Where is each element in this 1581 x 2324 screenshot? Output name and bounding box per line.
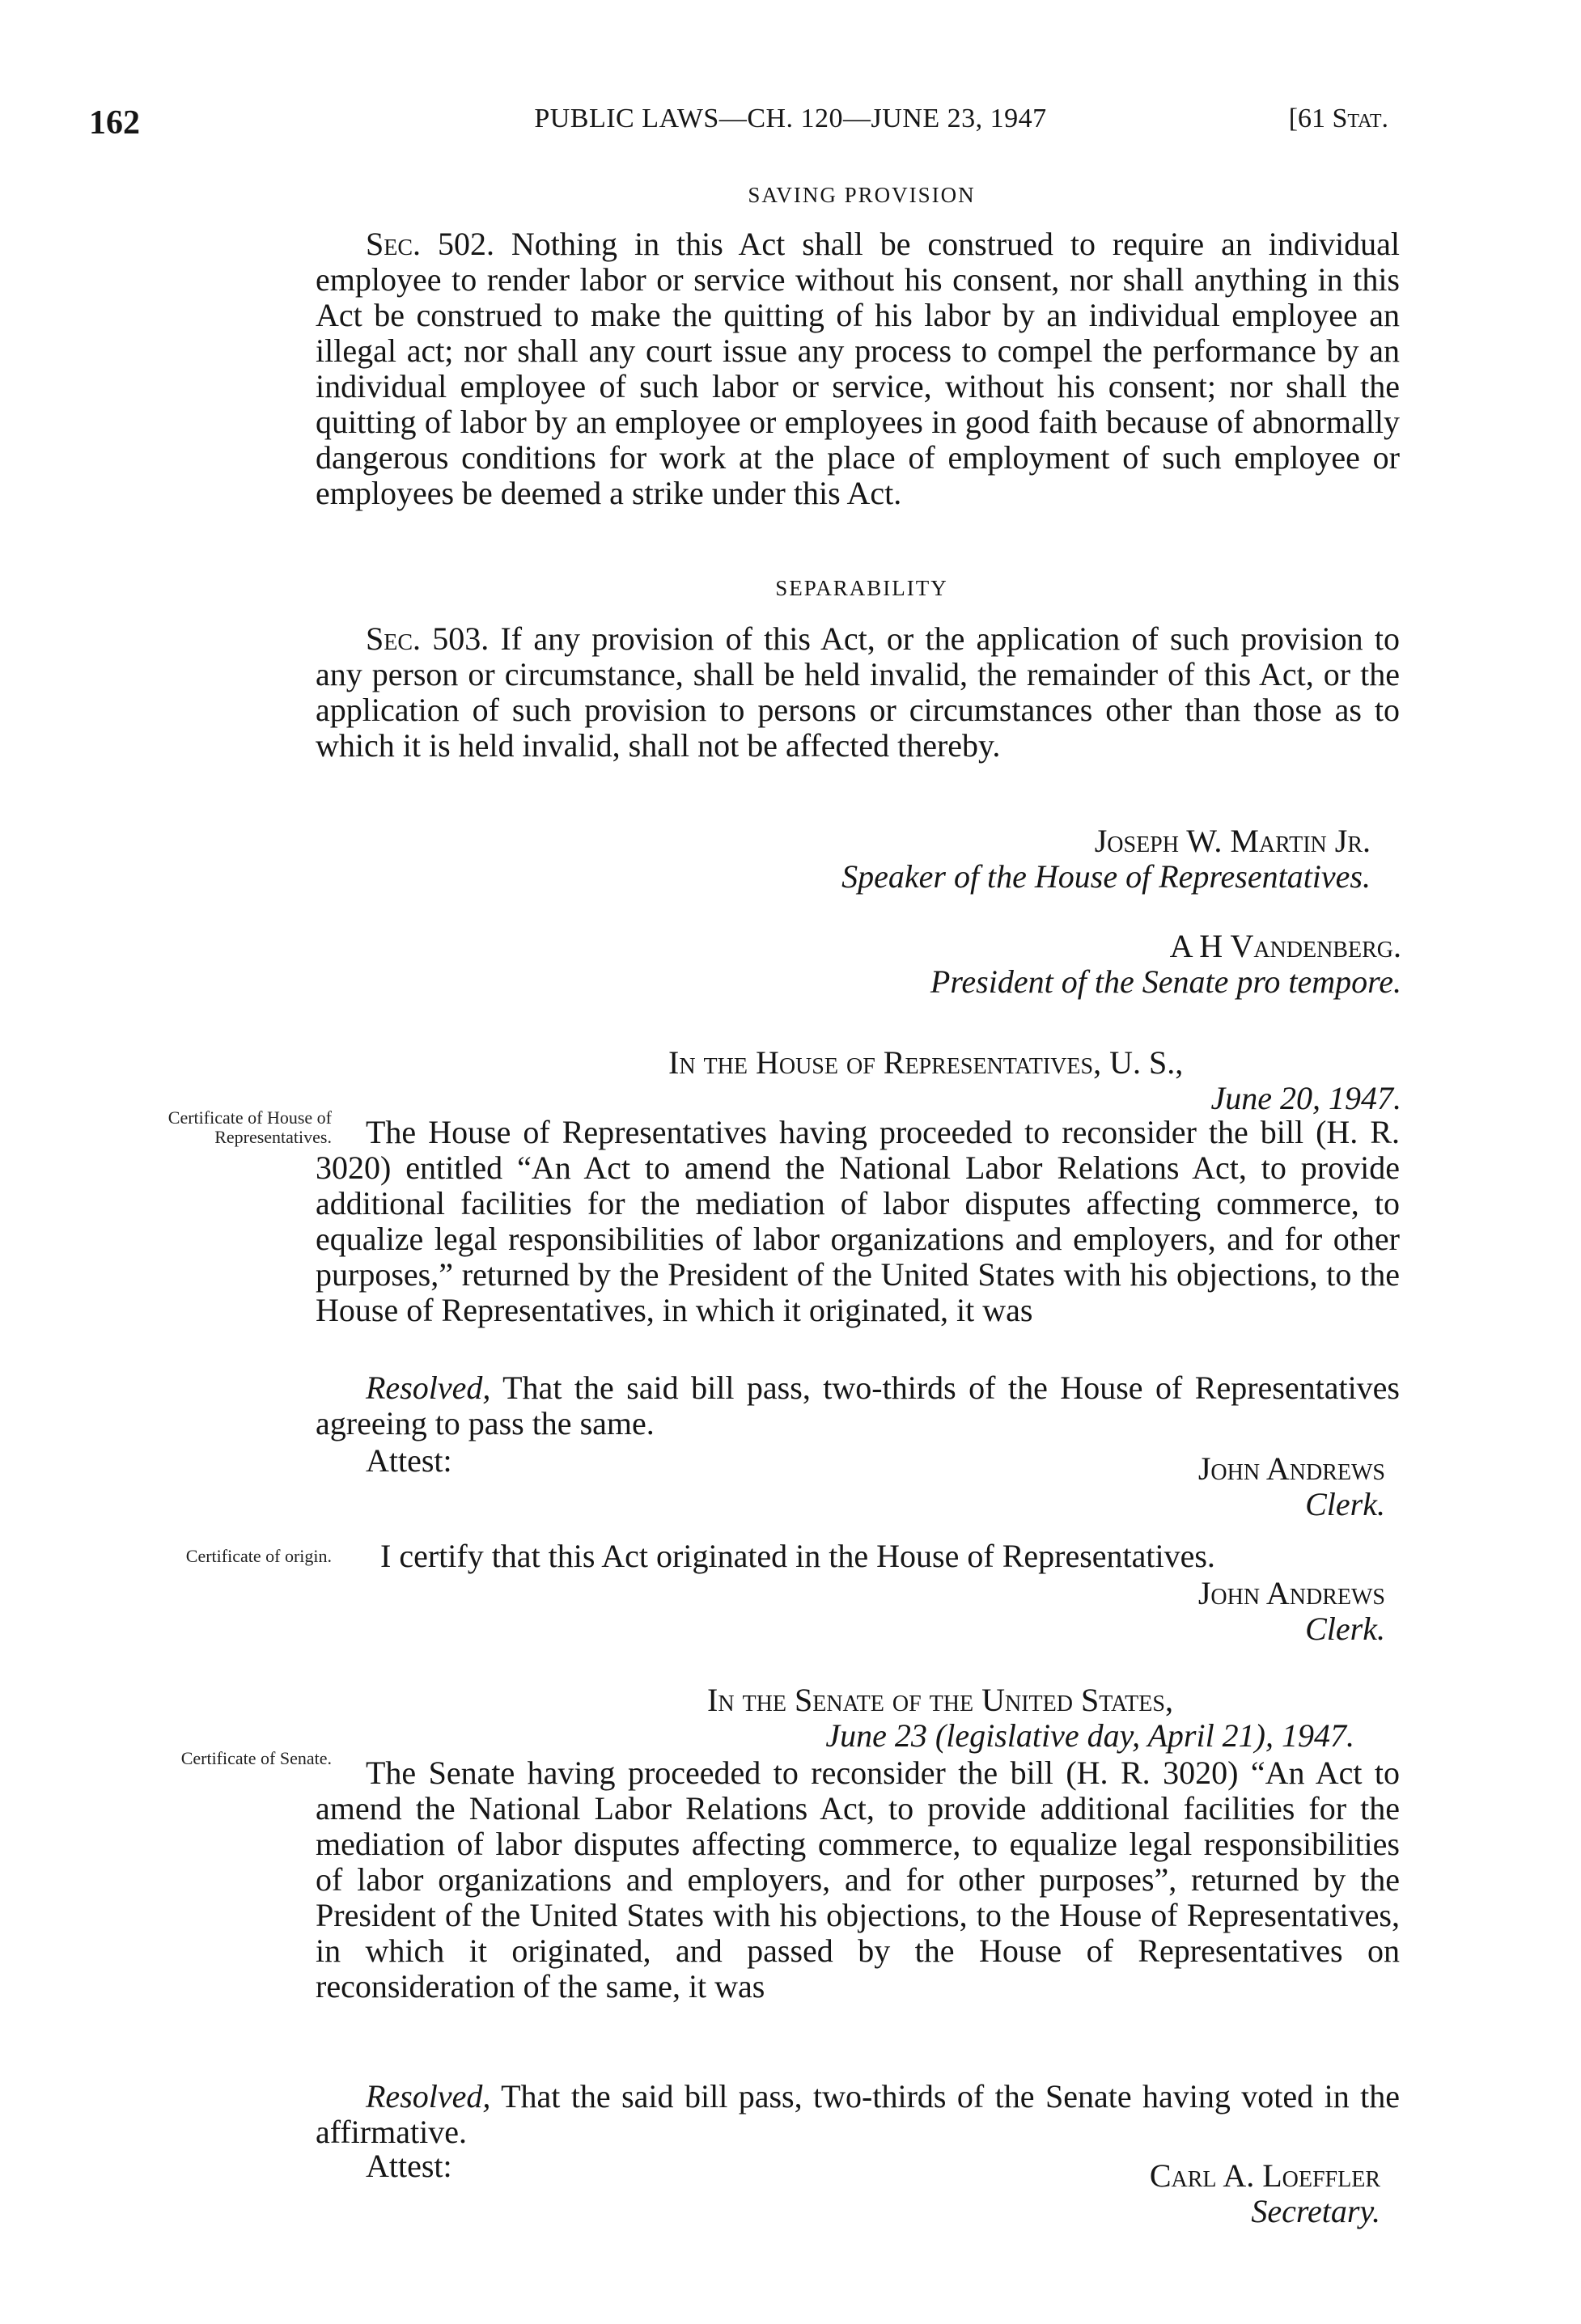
house-certificate-date bbox=[1210, 1081, 1401, 1116]
section-503-paragraph bbox=[316, 621, 1400, 764]
president-pro-tem-signature-block bbox=[930, 929, 1401, 1000]
speaker-signature-block bbox=[841, 823, 1371, 895]
margin-note-certificate-of-origin: Certificate of origin. bbox=[185, 1546, 332, 1566]
page-number: 162 bbox=[89, 104, 140, 142]
senate-resolved-word: Resolved, bbox=[366, 2078, 491, 2114]
senate-secretary-title: Secretary. bbox=[1251, 2193, 1380, 2229]
origin-clerk-signature-block bbox=[1198, 1576, 1385, 1647]
margin-note-house-certificate: Certificate of House of Representatives. bbox=[167, 1107, 332, 1147]
section-503-text: If any provision of this Act, or the application of such provision to any person or circumstance, shall be held invalid, the remainder of this Act, or the application of such provision to persons or circumstances other than those as to which it is held invalid, shall not be affected thereby. bbox=[316, 620, 1401, 764]
section-heading-separability: SEPARABILITY bbox=[775, 576, 948, 600]
senate-certificate-date bbox=[825, 1718, 1354, 1754]
house-clerk-title: Clerk. bbox=[1305, 1486, 1385, 1522]
president-pro-tem-name: A H Vandenberg. bbox=[1169, 928, 1401, 964]
house-resolved-paragraph bbox=[316, 1370, 1400, 1441]
senate-resolved-paragraph bbox=[316, 2079, 1400, 2150]
house-clerk-name: John Andrews bbox=[1197, 1450, 1385, 1487]
margin-note-senate-certificate: Certificate of Senate. bbox=[180, 1748, 332, 1768]
house-certificate-place: In the House of Representatives, U. S., bbox=[668, 1044, 1184, 1081]
statute-reference: [61 Stat. bbox=[1288, 104, 1388, 133]
senate-secretary-signature-block bbox=[1150, 2158, 1380, 2229]
house-clerk-signature-block bbox=[1198, 1451, 1385, 1522]
senate-certificate-paragraph: The Senate having proceeded to reconsider the bill (H. R. 3020) “An Act to amend the National Labor Relations Act, to provide additional facilities for the mediation of labor disputes affecting commerce, to equalize legal responsibilities of labor organizations and employers, and for other purposes”, returned by the President of the United States with his objections, to the House of Representatives, in which it originated, and passed by the House of Representatives on reconsideration of the same, it was bbox=[316, 1755, 1400, 2004]
house-resolved-text: That the said bill pass, two-thirds of the House of Representatives agreeing to pass the same. bbox=[316, 1369, 1401, 1441]
house-resolved-word: Resolved, bbox=[366, 1369, 491, 1406]
section-502-paragraph bbox=[316, 226, 1400, 511]
speaker-title: Speaker of the House of Representatives. bbox=[841, 858, 1371, 895]
senate-certificate-place: In the Senate of the United States, bbox=[707, 1682, 1173, 1718]
section-502-label: Sec. 502. bbox=[366, 226, 494, 262]
origin-clerk-name: John Andrews bbox=[1197, 1575, 1385, 1611]
speaker-name: Joseph W. Martin Jr. bbox=[1094, 823, 1371, 859]
president-pro-tem-title: President of the Senate pro tempore. bbox=[930, 963, 1401, 1000]
origin-clerk-title: Clerk. bbox=[1305, 1611, 1385, 1647]
section-heading-saving-provision: SAVING PROVISION bbox=[748, 183, 976, 207]
senate-attest-label: Attest: bbox=[366, 2148, 452, 2184]
house-certificate-date-text: June 20, 1947. bbox=[1210, 1080, 1401, 1116]
senate-secretary-name: Carl A. Loeffler bbox=[1149, 2157, 1380, 2194]
section-502-text: Nothing in this Act shall be construed to require an individual employee to render labor or service without his consent, nor shall anything in this Act be construed to make the quitting of his labor by an individual employee an illegal act; nor shall any court issue any process to compel the performance by an individual employee of such labor or service, without his consent; nor shall the quitting of labor by an employee or employees in good faith because of abnormally dangerous conditions for work at the place of employment of such employee or employees be deemed a strike under this Act. bbox=[316, 226, 1400, 511]
senate-certificate-date-text: June 23 (legislative day, April 21), 1947. bbox=[825, 1717, 1354, 1754]
house-certificate-paragraph: The House of Representatives having proceeded to reconsider the bill (H. R. 3020) entitled “An Act to amend the National Labor Relations Act, to provide additional facilities for the mediation of labor disputes affecting commerce, to equalize legal responsibilities of labor organizations and employers, and for other purposes,” returned by the President of the United States with his objections, to the House of Representatives, in which it originated, it was bbox=[316, 1114, 1400, 1328]
senate-resolved-text: That the said bill pass, two-thirds of the Senate having voted in the affirmative. bbox=[316, 2078, 1400, 2150]
house-attest-label: Attest: bbox=[366, 1442, 452, 1479]
section-503-label: Sec. 503. bbox=[366, 620, 490, 657]
origin-certificate-text: I certify that this Act originated in the House of Representatives. bbox=[380, 1538, 1215, 1574]
running-header-title: PUBLIC LAWS—CH. 120—JUNE 23, 1947 bbox=[534, 104, 1047, 133]
